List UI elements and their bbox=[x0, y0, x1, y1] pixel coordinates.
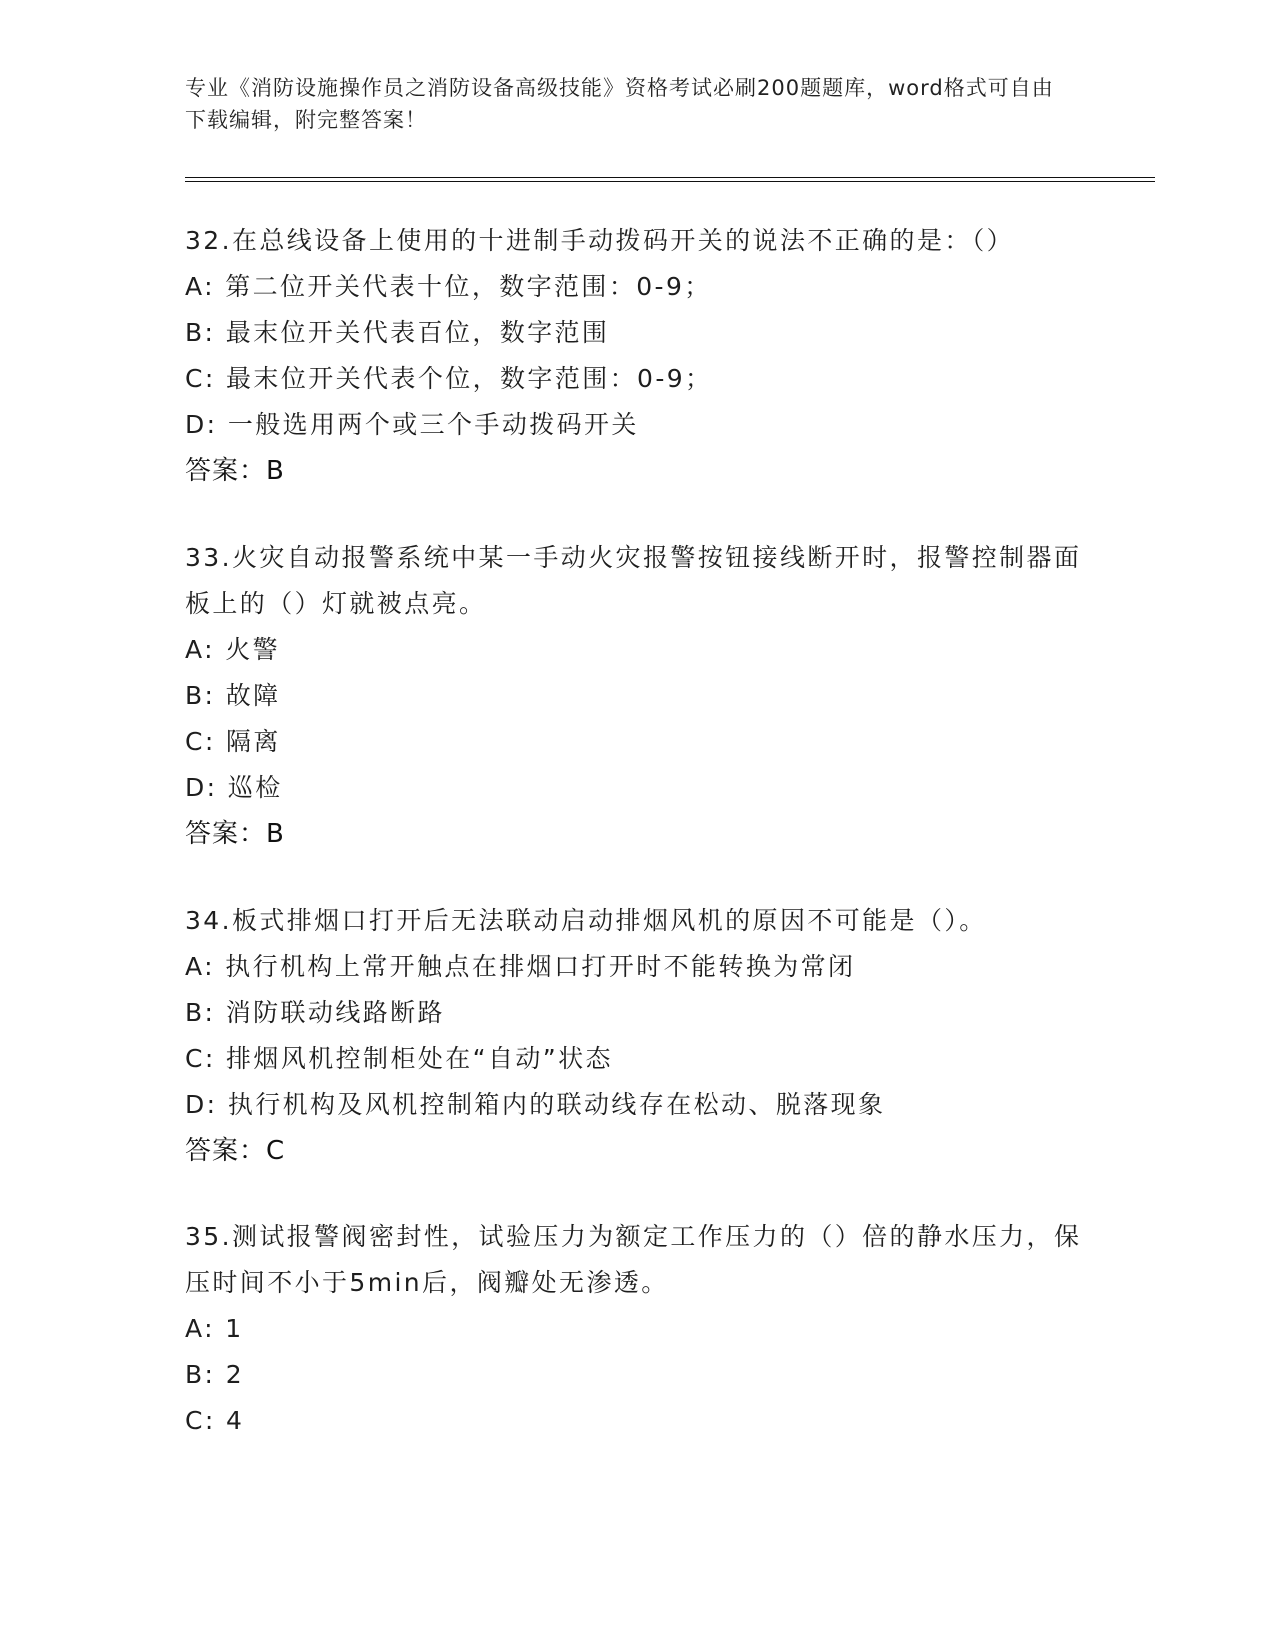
option-a: A: 1 bbox=[185, 1314, 244, 1343]
answer-line bbox=[185, 448, 1085, 494]
answer-value: B bbox=[266, 819, 285, 849]
option-d: D: 巡检 bbox=[185, 773, 283, 802]
answer-line bbox=[185, 1128, 1085, 1174]
option-c: C: 排烟风机控制柜处在“自动”状态 bbox=[185, 1044, 613, 1073]
option-a: A: 火警 bbox=[185, 635, 281, 664]
header-divider bbox=[185, 177, 1155, 182]
option-b: B: 2 bbox=[185, 1360, 245, 1389]
option-b: B: 最末位开关代表百位，数字范围 bbox=[185, 318, 610, 347]
document-header: 专业《消防设施操作员之消防设备高级技能》资格考试必刷200题题库，word格式可自由下载编辑，附完整答案！ bbox=[185, 76, 1054, 132]
option-d: D: 一般选用两个或三个手动拨码开关 bbox=[185, 410, 639, 439]
answer-value: B bbox=[266, 456, 285, 486]
question-stem: 34.板式排烟口打开后无法联动启动排烟风机的原因不可能是（）。 bbox=[185, 906, 987, 935]
question-block bbox=[185, 218, 1085, 494]
answer-label: 答案： bbox=[185, 1136, 267, 1166]
answer-label: 答案： bbox=[185, 456, 267, 486]
question-stem: 35.测试报警阀密封性，试验压力为额定工作压力的（）倍的静水压力，保压时间不小于5min后，阀瓣处无渗透。 bbox=[185, 1222, 1082, 1297]
option-b: B: 故障 bbox=[185, 681, 281, 710]
question-block bbox=[185, 898, 1085, 1174]
answer-value: C bbox=[266, 1136, 286, 1166]
option-c: C: 4 bbox=[185, 1406, 245, 1435]
option-d: D: 执行机构及风机控制箱内的联动线存在松动、脱落现象 bbox=[185, 1090, 886, 1119]
question-block bbox=[185, 1214, 1085, 1444]
option-a: A: 执行机构上常开触点在排烟口打开时不能转换为常闭 bbox=[185, 952, 856, 981]
option-a: A: 第二位开关代表十位，数字范围：0-9； bbox=[185, 272, 712, 301]
option-c: C: 隔离 bbox=[185, 727, 281, 756]
answer-label: 答案： bbox=[185, 819, 267, 849]
option-c: C: 最末位开关代表个位，数字范围：0-9； bbox=[185, 364, 713, 393]
answer-line bbox=[185, 811, 1085, 857]
question-stem: 33.火灾自动报警系统中某一手动火灾报警按钮接线断开时，报警控制器面板上的（）灯就被点亮。 bbox=[185, 543, 1082, 618]
option-b: B: 消防联动线路断路 bbox=[185, 998, 445, 1027]
question-stem: 32.在总线设备上使用的十进制手动拨码开关的说法不正确的是：（） bbox=[185, 226, 1015, 255]
question-block bbox=[185, 535, 1085, 857]
